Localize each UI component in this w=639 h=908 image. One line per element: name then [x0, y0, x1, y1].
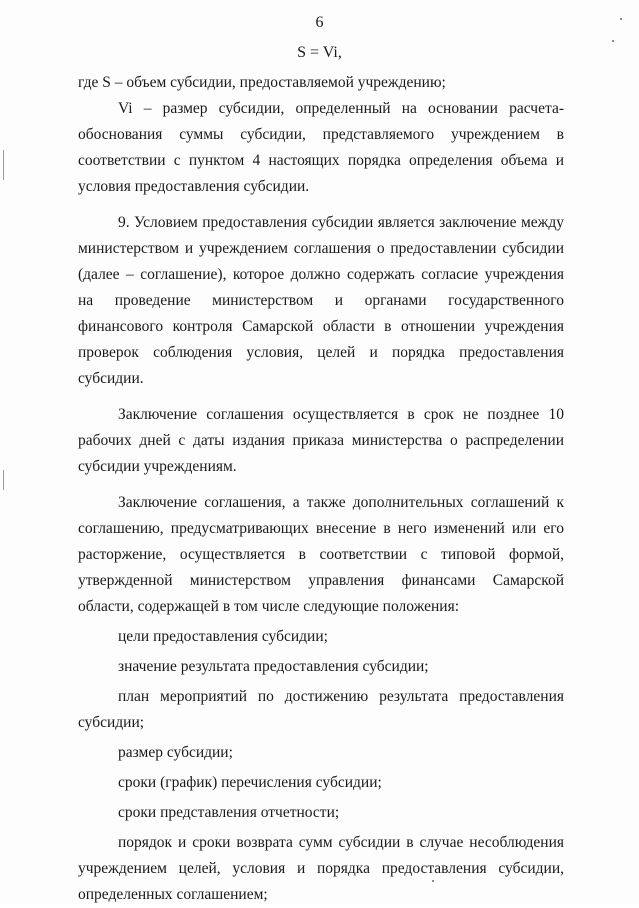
list-item: значение результата предоставления субсидии;: [118, 658, 429, 675]
list-item: сроки (график) перечисления субсидии;: [118, 774, 382, 791]
scan-margin-mark: [3, 150, 4, 180]
paragraph-agreement-form: Заключение соглашения, а также дополнительных соглашений к соглашению, предусматривающих внесение в него изменений или его расторжение, осуществляется в соответствии с типовой формой, утвержденной министерством управления финансами Самарской области, содержащей в том числе следующие положения:: [78, 494, 564, 615]
list-item: план мероприятий по достижению результата предоставления субсидии;: [78, 688, 564, 731]
scan-speck: [612, 40, 614, 42]
document-body: [78, 70, 564, 908]
list-item: цели предоставления субсидии;: [118, 628, 328, 645]
paragraph-item-9: 9. Условием предоставления субсидии является заключение между министерством и учреждением соглашения о предоставлении субсидии (далее – соглашение), которое должно содержать согласие учреждения на проведение министерством и органами государственного финансового контроля Самарской области в отношении учреждения проверок соблюдения условия, целей и порядка предоставления субсидии.: [78, 214, 564, 387]
list-item: сроки представления отчетности;: [118, 804, 340, 821]
paragraph-definition-vi: Vi – размер субсидии, определенный на основании расчета-обоснования суммы субсидии, представляемого учреждением в соответствии с пунктом 4 настоящих порядка определения объема и условия предоставления субсидии.: [78, 100, 564, 195]
scan-margin-mark: [3, 470, 4, 490]
list-item: порядок и сроки возврата сумм субсидии в случае несоблюдения учреждением целей, условия и порядка предоставления субсидии, определенных соглашением;: [78, 834, 564, 903]
paragraph-agreement-term: Заключение соглашения осуществляется в срок не позднее 10 рабочих дней с даты издания приказа министерства о распределении субсидии учреждениям.: [78, 406, 564, 475]
page-number: 6: [315, 14, 324, 31]
formula: S = Vi,: [297, 44, 342, 61]
paragraph-definition-s: где S – объем субсидии, предоставляемой учреждению;: [78, 74, 446, 91]
list-item: размер субсидии;: [118, 744, 233, 761]
